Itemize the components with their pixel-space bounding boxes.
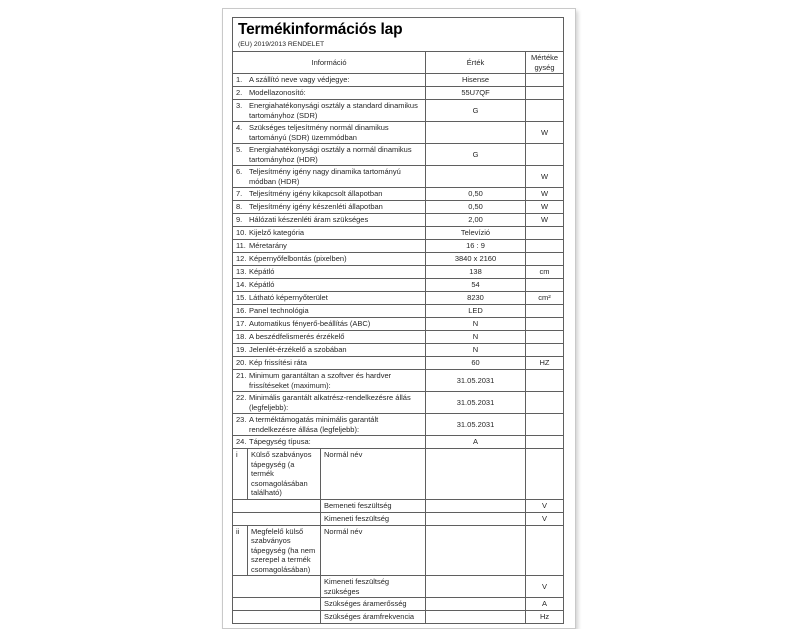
row-label: Kijelző kategória — [249, 228, 305, 237]
unit-cell — [526, 253, 564, 266]
row-number: 10. — [236, 228, 247, 237]
row-number: 11. — [236, 241, 246, 250]
unit-cell: W — [526, 214, 564, 227]
row-number: 14. — [236, 280, 247, 289]
info-cell — [233, 266, 426, 279]
table-row — [233, 279, 564, 292]
value-cell: 16 : 9 — [426, 240, 526, 253]
unit-cell — [526, 318, 564, 331]
row-number: 17. — [236, 319, 247, 328]
value-cell — [426, 512, 526, 525]
row-label: Energiahatékonysági osztály a standard dinamikus tartományhoz (SDR) — [249, 101, 418, 120]
empty-cell — [233, 499, 321, 512]
regulation-subtitle: (EU) 2019/2013 RENDELET — [238, 41, 325, 48]
value-cell — [426, 449, 526, 500]
info-cell — [233, 344, 426, 357]
row-number: 20. — [236, 358, 247, 367]
section-sub-row — [233, 576, 564, 598]
table-row — [233, 144, 564, 166]
row-number: 24. — [236, 437, 247, 446]
unit-cell: V — [526, 499, 564, 512]
unit-cell: cm — [526, 266, 564, 279]
info-cell — [233, 305, 426, 318]
row-label: Modellazonosító: — [249, 88, 306, 97]
value-cell: N — [426, 331, 526, 344]
value-cell: 3840 x 2160 — [426, 253, 526, 266]
table-row — [233, 227, 564, 240]
section-row — [233, 525, 564, 576]
row-number: 19. — [236, 345, 247, 354]
info-cell — [233, 331, 426, 344]
unit-cell — [526, 525, 564, 576]
row-label: A beszédfelismerés érzékelő — [249, 332, 345, 341]
section-row — [233, 449, 564, 500]
unit-cell: V — [526, 576, 564, 598]
table-row — [233, 253, 564, 266]
document-page — [222, 8, 576, 629]
value-cell: 31.05.2031 — [426, 414, 526, 436]
value-cell: Televízió — [426, 227, 526, 240]
unit-cell: HZ — [526, 357, 564, 370]
value-cell: G — [426, 144, 526, 166]
row-number: 7. — [236, 189, 243, 198]
value-cell: 138 — [426, 266, 526, 279]
sub-row-label: Bemeneti feszültség — [321, 499, 426, 512]
info-cell — [233, 392, 426, 414]
sub-row-label: Szükséges áramfrekvencia — [321, 611, 426, 624]
table-row — [233, 370, 564, 392]
section-sub-row — [233, 499, 564, 512]
value-cell: 8230 — [426, 292, 526, 305]
info-cell — [233, 122, 426, 144]
row-number: 23. — [236, 415, 247, 424]
sub-row-label: Normál név — [321, 525, 426, 576]
empty-cell — [233, 598, 321, 611]
table-row — [233, 188, 564, 201]
sub-row-label: Kimeneti feszültség szükséges — [321, 576, 426, 598]
unit-cell — [526, 344, 564, 357]
info-cell — [233, 436, 426, 449]
unit-cell — [526, 414, 564, 436]
row-label: Panel technológia — [249, 306, 309, 315]
row-label: Teljesítmény igény nagy dinamika tartományú módban (HDR) — [249, 167, 401, 186]
row-label: Jelenlét-érzékelő a szobában — [249, 345, 347, 354]
info-cell — [233, 201, 426, 214]
info-cell — [233, 227, 426, 240]
row-number: 4. — [236, 123, 243, 132]
empty-cell — [233, 576, 321, 598]
info-cell — [233, 370, 426, 392]
column-header-info: Információ — [233, 52, 426, 74]
unit-cell — [526, 74, 564, 87]
info-table-body — [233, 18, 564, 624]
row-label: Minimum garantáltan a szoftver és hardver frissítéseket (maximum): — [249, 371, 392, 390]
row-number: 21. — [236, 371, 247, 380]
row-label: Méretarány — [249, 241, 287, 250]
row-label: Szükséges teljesítmény normál dinamikus tartományú (SDR) üzemmódban — [249, 123, 389, 142]
row-label: Hálózati készenléti áram szükséges — [249, 215, 369, 224]
value-cell — [426, 611, 526, 624]
info-cell — [233, 292, 426, 305]
value-cell: 2,00 — [426, 214, 526, 227]
table-row — [233, 87, 564, 100]
table-row — [233, 392, 564, 414]
value-cell: 54 — [426, 279, 526, 292]
unit-cell — [526, 100, 564, 122]
table-row — [233, 74, 564, 87]
section-label: Megfelelő külső szabványos tápegység (ha nem szerepel a termék csomagolásában) — [248, 525, 321, 576]
unit-cell — [526, 305, 564, 318]
info-cell — [233, 214, 426, 227]
value-cell — [426, 166, 526, 188]
unit-cell: Hz — [526, 611, 564, 624]
row-number: 8. — [236, 202, 243, 211]
empty-cell — [233, 611, 321, 624]
unit-cell: V — [526, 512, 564, 525]
column-header-unit: Mértékegység — [526, 52, 564, 74]
row-label: Képátló — [249, 280, 275, 289]
info-cell — [233, 188, 426, 201]
value-cell: Hisense — [426, 74, 526, 87]
unit-cell — [526, 331, 564, 344]
row-number: 16. — [236, 306, 247, 315]
section-sub-row — [233, 611, 564, 624]
info-cell — [233, 166, 426, 188]
row-number: 13. — [236, 267, 247, 276]
table-row — [233, 357, 564, 370]
info-cell — [233, 240, 426, 253]
row-number: 9. — [236, 215, 243, 224]
info-cell — [233, 357, 426, 370]
info-cell — [233, 318, 426, 331]
unit-cell — [526, 144, 564, 166]
table-row — [233, 266, 564, 279]
product-info-table — [232, 17, 564, 624]
info-cell — [233, 279, 426, 292]
value-cell — [426, 525, 526, 576]
unit-cell: cm² — [526, 292, 564, 305]
value-cell: 60 — [426, 357, 526, 370]
info-cell — [233, 100, 426, 122]
table-row — [233, 201, 564, 214]
table-row — [233, 166, 564, 188]
info-cell — [233, 74, 426, 87]
unit-cell: W — [526, 122, 564, 144]
row-number: 22. — [236, 393, 247, 402]
table-row — [233, 100, 564, 122]
value-cell: N — [426, 344, 526, 357]
table-row — [233, 318, 564, 331]
row-label: Tápegység típusa: — [249, 437, 311, 446]
page-title: Termékinformációs lap — [238, 21, 403, 38]
unit-cell — [526, 279, 564, 292]
row-number: 1. — [236, 75, 243, 84]
table-row — [233, 331, 564, 344]
table-row — [233, 122, 564, 144]
row-label: Teljesítmény igény készenléti állapotban — [249, 202, 383, 211]
unit-cell: W — [526, 166, 564, 188]
row-label: Teljesítmény igény kikapcsolt állapotban — [249, 189, 383, 198]
table-row — [233, 214, 564, 227]
value-cell: 0,50 — [426, 201, 526, 214]
unit-cell — [526, 449, 564, 500]
row-number: 5. — [236, 145, 243, 154]
value-cell: 55U7QF — [426, 87, 526, 100]
title-row — [233, 18, 564, 52]
value-cell — [426, 499, 526, 512]
column-header-value: Érték — [426, 52, 526, 74]
unit-cell — [526, 436, 564, 449]
row-number: 15. — [236, 293, 247, 302]
info-cell — [233, 253, 426, 266]
value-cell: 31.05.2031 — [426, 392, 526, 414]
unit-cell: W — [526, 188, 564, 201]
value-cell: LED — [426, 305, 526, 318]
unit-cell — [526, 370, 564, 392]
sub-row-label: Normál név — [321, 449, 426, 500]
row-label: A terméktámogatás minimális garantált rendelkezésre állása (legfeljebb): — [249, 415, 379, 434]
info-cell — [233, 414, 426, 436]
unit-cell — [526, 392, 564, 414]
value-cell: 31.05.2031 — [426, 370, 526, 392]
unit-cell: W — [526, 201, 564, 214]
info-cell — [233, 144, 426, 166]
value-cell — [426, 598, 526, 611]
value-cell — [426, 576, 526, 598]
section-sub-row — [233, 512, 564, 525]
sub-row-label: Szükséges áramerősség — [321, 598, 426, 611]
table-row — [233, 305, 564, 318]
empty-cell — [233, 512, 321, 525]
unit-cell — [526, 227, 564, 240]
row-label: Képernyőfelbontás (pixelben) — [249, 254, 347, 263]
row-label: Kép frissítési ráta — [249, 358, 307, 367]
header-row — [233, 52, 564, 74]
row-label: Energiahatékonysági osztály a normál dinamikus tartományhoz (HDR) — [249, 145, 412, 164]
sub-row-label: Kimeneti feszültség — [321, 512, 426, 525]
unit-cell — [526, 240, 564, 253]
value-cell: A — [426, 436, 526, 449]
row-label: Látható képernyőterület — [249, 293, 328, 302]
section-label: Külső szabványos tápegység (a termék csomagolásában található) — [248, 449, 321, 500]
value-cell: 0,50 — [426, 188, 526, 201]
row-label: Minimális garantált alkatrész-rendelkezésre állás (legfeljebb): — [249, 393, 411, 412]
table-row — [233, 240, 564, 253]
unit-cell — [526, 87, 564, 100]
info-cell — [233, 87, 426, 100]
section-id: i — [233, 449, 248, 500]
row-number: 3. — [236, 101, 243, 110]
value-cell: G — [426, 100, 526, 122]
value-cell: N — [426, 318, 526, 331]
row-number: 6. — [236, 167, 243, 176]
table-row — [233, 344, 564, 357]
row-label: Automatikus fényerő-beállítás (ABC) — [249, 319, 371, 328]
row-label: A szállító neve vagy védjegye: — [249, 75, 350, 84]
section-id: ii — [233, 525, 248, 576]
section-sub-row — [233, 598, 564, 611]
table-row — [233, 436, 564, 449]
unit-cell: A — [526, 598, 564, 611]
row-number: 2. — [236, 88, 243, 97]
table-row — [233, 292, 564, 305]
row-number: 18. — [236, 332, 247, 341]
value-cell — [426, 122, 526, 144]
table-row — [233, 414, 564, 436]
row-number: 12. — [236, 254, 247, 263]
row-label: Képátló — [249, 267, 275, 276]
